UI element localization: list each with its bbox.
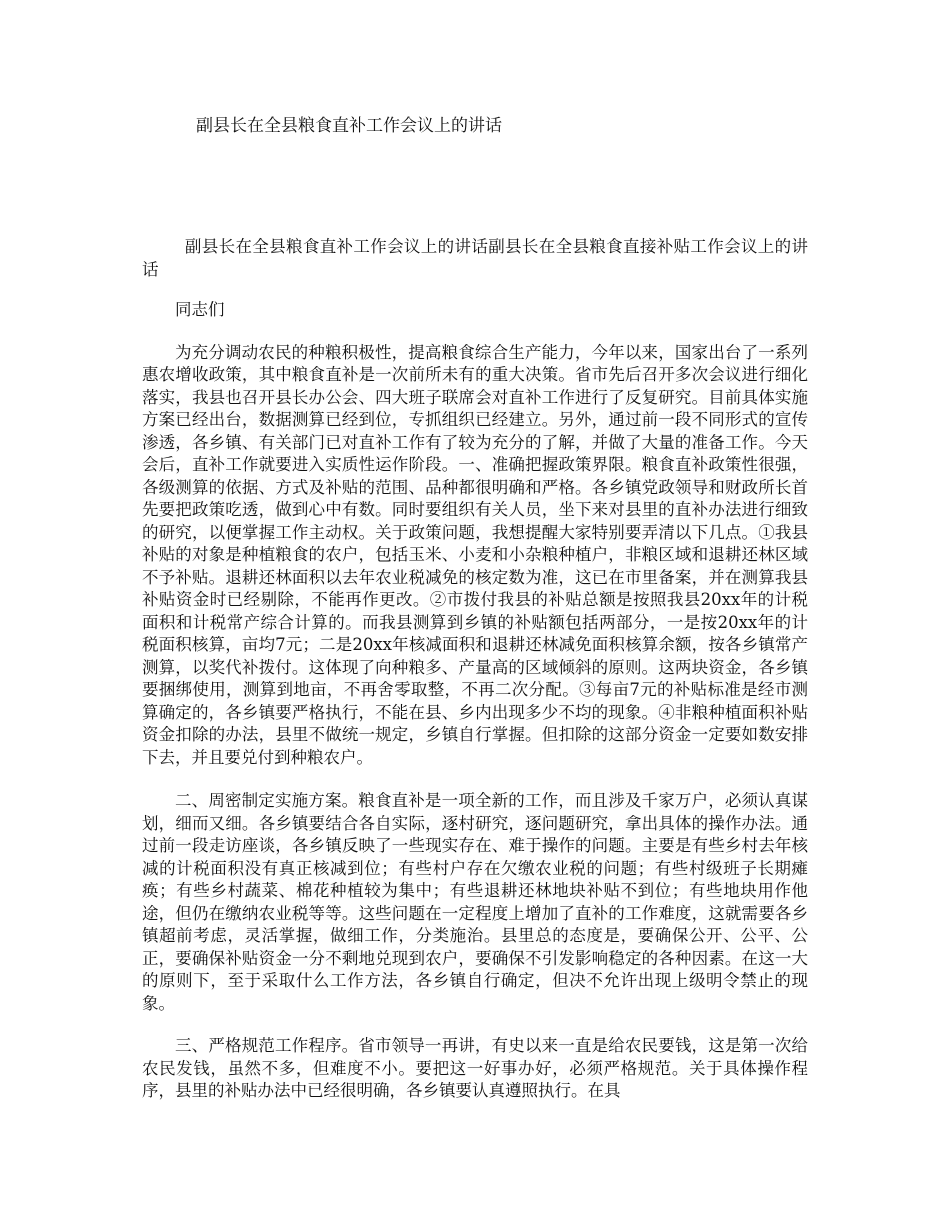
section-two-paragraph: 二、周密制定实施方案。粮食直补是一项全新的工作，而且涉及千家万户，必须认真谋划，细而又细。各乡镇要结合各自实际，逐村研究，逐问题研究，拿出具体的操作办法。通过前一段走访座谈，各乡镇反映了一些现实存在、难于操作的问题。主要是有些乡村去年核减的计税面积没有真正核减到位；有些村户存在欠缴农业税的问题；有些村级班子长期瘫痪；有些乡村蔬菜、棉花种植较为集中；有些退耕还林地块补贴不到位；有些地块用作他途，但仍在缴纳农业税等等。这些问题在一定程度上增加了直补的工作难度，这就需要各乡镇超前考虑，灵活掌握，做细工作，分类施治。县里总的态度是，要确保公开、公平、公正，要确保补贴资金一分不剩地兑现到农户，要确保不引发影响稳定的各种因素。在这一大的原则下，至于采取什么工作方法，各乡镇自行确定，但决不允许出现上级明令禁止的现象。: [142, 791, 808, 1013]
document-title: 副县长在全县粮食直补工作会议上的讲话: [196, 116, 502, 136]
document-body: [142, 236, 808, 1103]
body-heading-paragraph: 副县长在全县粮食直补工作会议上的讲话副县长在全县粮食直接补贴工作会议上的讲话: [142, 237, 808, 279]
salutation-paragraph: 同志们: [175, 300, 225, 319]
intro-paragraph: 为充分调动农民的种粮积极性，提高粮食综合生产能力，今年以来，国家出台了一系列惠农增收政策，其中粮食直补是一次前所未有的重大决策。省市先后召开多次会议进行细化落实，我县也召开县长办公会、四大班子联席会对直补工作进行了反复研究。目前具体实施方案已经出台，数据测算已经到位，专抓组织已经建立。另外，通过前一段不同形式的宣传渗透，各乡镇、有关部门已对直补工作有了较为充分的了解，并做了大量的准备工作。今天会后，直补工作就要进入实质性运作阶段。一、准确把握政策界限。粮食直补政策性很强，各级测算的依据、方式及补贴的范围、品种都很明确和严格。各乡镇党政领导和财政所长首先要把政策吃透，做到心中有数。同时要组织有关人员，坐下来对县里的直补办法进行细致的研究，以便掌握工作主动权。关于政策问题，我想提醒大家特别要弄清以下几点。①我县补贴的对象是种植粮食的农户，包括玉米、小麦和小杂粮种植户，非粮区域和退耕还林区域不予补贴。退耕还林面积以去年农业税减免的核定数为准，这已在市里备案，并在测算我县补贴资金时已经剔除，不能再作更改。②市拨付我县的补贴总额是按照我县20xx年的计税面积和计税常产综合计算的。而我县测算到乡镇的补贴额包括两部分，一是按20xx年的计税面积核算，亩均7元；二是20xx年核减面积和退耕还林减免面积核算余额，按各乡镇常产测算，以奖代补拨付。这体现了向种粮多、产量高的区域倾斜的原则。这两块资金，各乡镇要捆绑使用，测算到地亩，不再舍零取整，不再二次分配。③每亩7元的补贴标准是经市测算确定的，各乡镇要严格执行，不能在县、乡内出现多少不均的现象。④非粮种植面积补贴资金扣除的办法，县里不做统一规定，乡镇自行掌握。但扣除的这部分资金一定要如数安排下去，并且要兑付到种粮农户。: [142, 342, 808, 767]
section-three-paragraph: 三、严格规范工作程序。省市领导一再讲，有史以来一直是给农民要钱，这是第一次给农民发钱，虽然不多，但难度不小。要把这一好事办好，必须严格规范。关于具体操作程序，县里的补贴办法中已经很明确，各乡镇要认真遵照执行。在具: [142, 1036, 808, 1100]
